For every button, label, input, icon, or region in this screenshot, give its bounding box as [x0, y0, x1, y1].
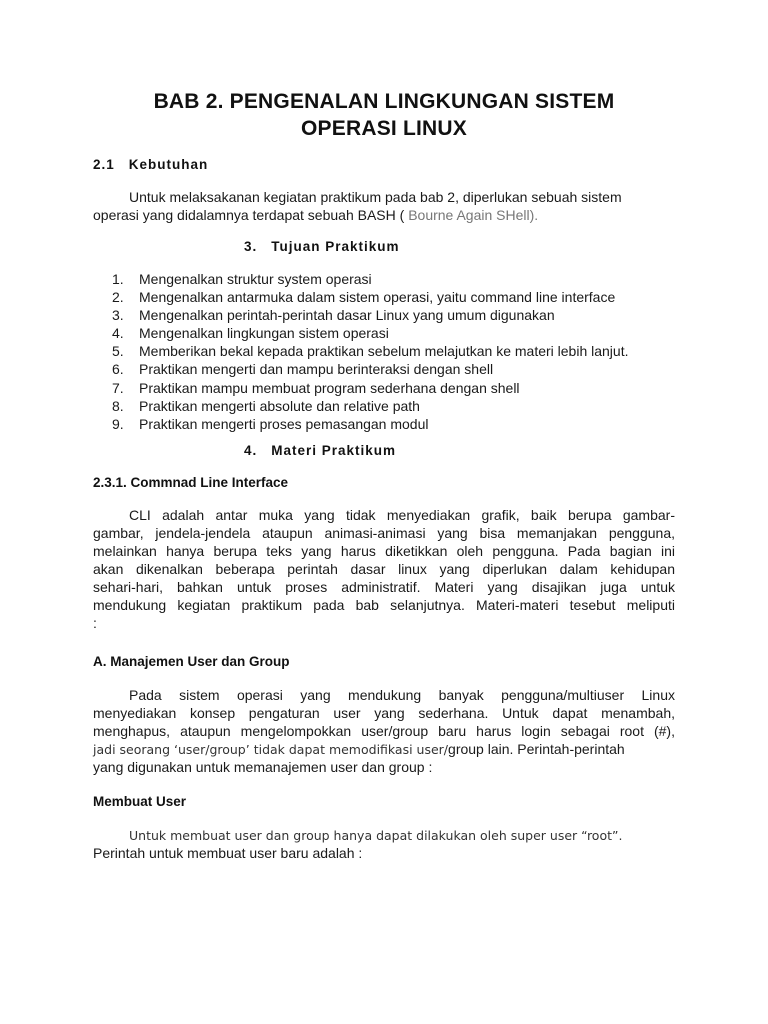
section-2-1-label: Kebutuhan: [128, 157, 209, 172]
section-3-heading: [244, 239, 400, 254]
manajemen-line-5: yang digunakan untuk memanajemen user dan group :: [93, 759, 433, 775]
list-item: 8. Praktikan mengerti absolute dan relative path: [112, 397, 420, 414]
list-item: 2. Mengenalkan antarmuka dalam sistem operasi, yaitu command line interface: [112, 289, 616, 306]
intro-paragraph: [93, 188, 675, 224]
list-item: 7. Praktikan mampu membuat program sederhana dengan shell: [112, 379, 520, 396]
membuat-line-2: Perintah untuk membuat user baru adalah :: [93, 845, 363, 861]
manajemen-line-2: menyediakan konsep pengaturan user yang sederhana. Untuk dapat menambah,: [93, 705, 675, 721]
membuat-user-heading: Membuat User: [93, 794, 187, 809]
list-item: 6. Praktikan mengerti dan mampu berinteraksi dengan shell: [112, 361, 494, 378]
list-item: 5. Memberikan bekal kepada praktikan sebelum melajutkan ke materi lebih lanjut.: [112, 343, 629, 360]
manajemen-line-3: menghapus, ataupun mengelompokkan user/group baru harus login sebagai root (#),: [93, 723, 675, 739]
cli-line-3: melainkan hanya berupa teks yang harus diketikkan oleh pengguna. Pada bagian ini: [93, 543, 675, 559]
goals-list: [112, 270, 628, 433]
manajemen-line-1: Pada sistem operasi yang mendukung banyak pengguna/multiuser Linux: [129, 687, 675, 703]
section-4-number: 4.: [244, 443, 258, 458]
section-3-number: 3.: [244, 239, 258, 254]
intro-line-1: Untuk melaksakanan kegiatan praktikum pada bab 2, diperlukan sebuah sistem: [129, 189, 622, 205]
chapter-title-line1: BAB 2. PENGENALAN LINGKUNGAN SISTEM: [153, 90, 615, 113]
cli-line-5: sehari-hari, bahkan untuk proses administratif. Materi yang disajikan juga untuk: [93, 579, 675, 595]
cli-paragraph: [93, 506, 675, 632]
section-3-label: Tujuan Praktikum: [271, 239, 400, 254]
list-item: 9. Praktikan mengerti proses pemasangan modul: [112, 415, 429, 432]
membuat-paragraph: [93, 826, 675, 862]
manajemen-line-4: jadi seorang ‘user/group’ tidak dapat memodifikasi user/group lain. Perintah-perintah: [93, 741, 625, 757]
section-4-heading: [244, 443, 396, 458]
list-item: 3. Mengenalkan perintah-perintah dasar Linux yang umum digunakan: [112, 307, 555, 324]
intro-line-2: operasi yang didalamnya terdapat sebuah BASH ( Bourne Again SHell).: [93, 207, 539, 223]
chapter-title-line2: OPERASI LINUX: [301, 117, 467, 140]
list-item: 1. Mengenalkan struktur system operasi: [112, 271, 372, 287]
cli-line-1: CLI adalah antar muka yang tidak menyediakan grafik, baik berupa gambar-: [129, 507, 675, 523]
cli-line-6: mendukung kegiatan praktikum pada bab selanjutnya. Materi-materi tesebut meliputi: [93, 597, 675, 613]
cli-line-2: gambar, jendela-jendela ataupun animasi-animasi yang bisa memanjakan pengguna,: [93, 525, 675, 541]
cli-line-4: akan dikenalkan beberapa perintah dasar linux yang diperlukan dalam kehidupan: [93, 561, 675, 577]
cli-line-7: :: [93, 615, 97, 631]
manajemen-paragraph: [93, 686, 675, 776]
section-2-1-number: 2.1: [93, 157, 115, 172]
bash-expansion: Bourne Again SHell).: [408, 207, 539, 223]
section-a-heading: A. Manajemen User dan Group: [93, 654, 290, 669]
section-2-3-1-heading: 2.3.1. Commnad Line Interface: [93, 475, 289, 490]
membuat-line-1: Untuk membuat user dan group hanya dapat dilakukan oleh super user “root”.: [129, 828, 623, 843]
section-2-1-heading: [93, 157, 208, 172]
section-4-label: Materi Praktikum: [271, 443, 397, 458]
list-item: 4. Mengenalkan lingkungan sistem operasi: [112, 325, 389, 342]
